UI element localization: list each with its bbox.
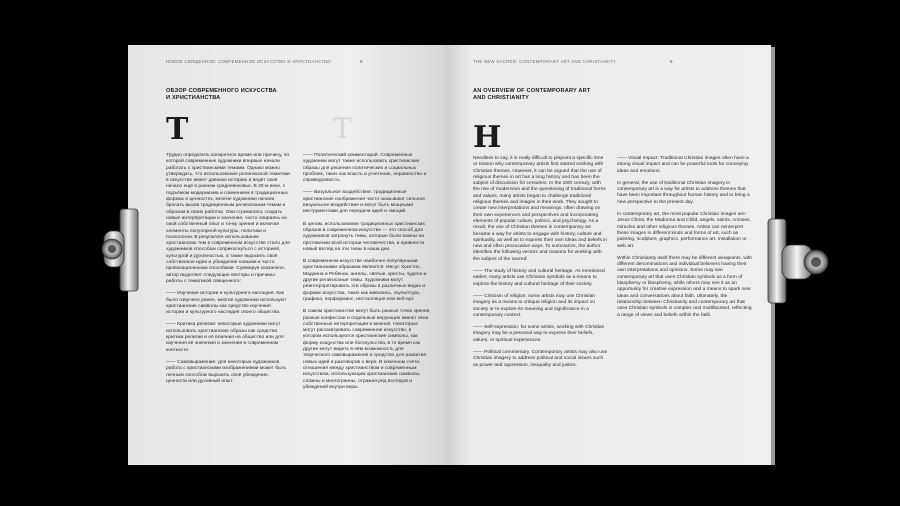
right-column-2	[617, 156, 753, 325]
paragraph: Трудно определить конкретное время или причину, по которой современные художники впервые начали работать с христианскими темами. Однако можно утверждать, что использование религиозной тематики в искусстве имеет давнюю историю и ведёт своё начало ещё в раннем средневековье. В 20-м веке, с подъёмом модернизма и сомнением в традиционных формах и ценностях, многие художники начали бросать вызов традиционным религиозным темам и образам в своих работах. Они стремились создать новые интерпретации и значения, часто опираясь на свой собственный опыт и точку зрения и включая элементы популярной культуры, политики и психологии. В результате использование христианских тем в современном искусстве стало для художников способом соприкоснуться с историей, культурой и духовностью, а также выразить своё собственное идеи и убеждения новыми и часто провокационными способами. Суммируя сказанное, автор выделяет следующие векторы и причины работы с тематикой священного:	[166, 153, 290, 284]
right-page	[445, 45, 771, 465]
left-dropcap: Т	[166, 112, 189, 147]
right-binder-clip-icon	[760, 215, 840, 310]
list-item: —— Визуальное воздействие: традиционные христианские изображения часто оказывают сильное визуальное воздействие и могут быть мощными инструментами для передачи идей и эмоций.	[303, 190, 431, 215]
right-column-1	[473, 156, 608, 375]
left-title	[166, 88, 277, 102]
right-dropcap: Н	[473, 120, 502, 155]
right-title-line2: AND CHRISTIANITY	[473, 95, 530, 101]
list-item: —— The study of history and cultural heritage. As mentioned earlier, many artists use Christian symbols as a means to explore the history and cultural heritage of their society.	[473, 269, 608, 288]
list-item: —— Self-expression: for some artists, working with Christian imagery may be a personal way to express their beliefs, values, or spiritual experiences.	[473, 325, 608, 344]
open-booklet	[128, 45, 771, 465]
left-dropcap-shadow: Т	[333, 112, 352, 145]
left-running-head: НОВОЕ СВЯЩЕННОЕ: СОВРЕМЕННОЕ ИСКУССТВО И ХРИСТИАНСТВО	[166, 59, 331, 64]
paragraph: In contemporary art, the most popular Christian images are: Jesus Christ, the Madonna and Child, angels, saints, crosses, miracles and other religious themes. Artists can reinterpret these images in different kinds and forms of art, such as painting, sculpture, graphics, performance art, installation or web art.	[617, 212, 751, 249]
list-item: —— Политический комментарий. Современные художники могут также использовать христианские образы для решения политических и социальных проблем, таких как власть и угнетение, неравенство и справедливость.	[303, 153, 431, 184]
list-item: —— Критика религии: некоторые художники могут использовать христианские образы как средство критики религии и её влияния на общество или для изучения её значения и значения в современном контексте.	[166, 322, 290, 353]
list-item: —— Political commentary. Contemporary artists may also use Christian imagery to address political and social issues such as power and oppression, inequality and justice.	[473, 350, 608, 369]
left-column-2	[303, 153, 431, 397]
right-running-head: THE NEW SACRED: CONTEMPORARY ART AND CHRISTIANITY	[473, 59, 617, 64]
paragraph: В современном искусстве наиболее популярными христианскими образами являются: Иисус Христос, Мадонна и Ребёнок, ангелы, святые, кресты, чудеса и другие религиозные темы. Художники могут реинтерпретировать эти образы в различных видах и формах искусства, таких как живопись, скульптура, графика, перформанс, инсталляция или веб-арт.	[303, 259, 427, 302]
left-column-1	[166, 153, 290, 391]
left-binder-clip-icon	[100, 205, 170, 295]
left-page-number: 8	[360, 59, 363, 64]
right-page-number: 9	[670, 59, 673, 64]
paragraph: Within Christianity itself there may be different viewpoints, with different denominations and individual believers having their own interpretations and opinions. Some may see contemporary art that uses Christian symbols as a form of blasphemy or blasphemy, while others may see it as an opportunity for creative expression and a means to spark new ideas and conversations about faith. Ultimately, the relationship between Christianity and contemporary art that uses Christian symbols is complex and multifaceted, reflecting a range of views and beliefs within the faith.	[617, 255, 753, 318]
paragraph: In general, the use of traditional Christian imagery in contemporary art is a way for artists to address themes that have been important throughout human history and to bring a new perspective to the present day.	[617, 180, 750, 205]
right-title	[473, 88, 590, 102]
list-item: —— Visual Impact: Traditional Christian images often have a strong visual impact and can be powerful tools for conveying ideas and emotions.	[617, 156, 753, 175]
list-item: —— Самовыражение: для некоторых художников работа с христианскими изображениями может быть личным способом выразить своё убеждение, ценности или духовный опыт.	[166, 360, 290, 385]
left-title-line2: И ХРИСТИАНСТВА	[166, 95, 221, 101]
right-title-line1: AN OVERVIEW OF CONTEMPORARY ART	[473, 88, 591, 94]
paragraph: В самом христианстве могут быть разные точки зрения, разные конфессии и отдельные верующие имеют свои собственные интерпретации и мнения. Некоторые могут рассматривать современное искусство, в котором используются христианские символы, как форму кощунства или богохульства, в то время как другие могут видеть в нём возможность для творческого самовыражения и средство для развития новых идей и разговоров о вере. В конечном счёте, отношения между христианством и современным искусством, использующим христианские символы, сложны и многогранны, отражая ряд взглядов и убеждений внутри веры.	[303, 309, 431, 390]
left-page	[128, 45, 445, 465]
left-title-line1: ОБЗОР СОВРЕМЕННОГО ИСКУССТВА	[166, 88, 277, 94]
list-item: —— Изучение истории и культурного наследия. Как было озвучено ранее, многие художники используют христианские символы как средство изучения истории и культурного наследия своего общества.	[166, 291, 290, 316]
paragraph: Needless to say, it is really difficult to pinpoint a specific time or reason why contemporary artists first started working with Christian themes. However, it can be argued that the use of religious themes in art has a long history and has been the subject of discussion for centuries. In the 20th century, with the rise of modernism and the questioning of traditional forms and values, many artists began to challenge traditional religious themes and images in their work. They sought to create new interpretations and meanings, often drawing on their own experiences and perspectives and incorporating elements of popular culture, politics, and psychology. As a result, the use of Christian themes in contemporary art became a way for artists to engage with history, culture and spirituality, as well as to express their own ideas and beliefs in new and often provocative ways. To summarize, the author identifies the following vectors and reasons for working with the subject of the sacred:	[473, 156, 607, 262]
list-item: —— Criticism of religion: some artists may use Christian imagery as a means to critique religion and its impact on society or to explore its meaning and significance in a contemporary context.	[473, 294, 608, 319]
paragraph: В целом, использование традиционных христианских образов в современном искусстве — это способ для художников затронуть темы, которые были важны на протяжении всей истории человечества, и привнести новый взгляд на эти темы в наши дни.	[303, 221, 425, 252]
